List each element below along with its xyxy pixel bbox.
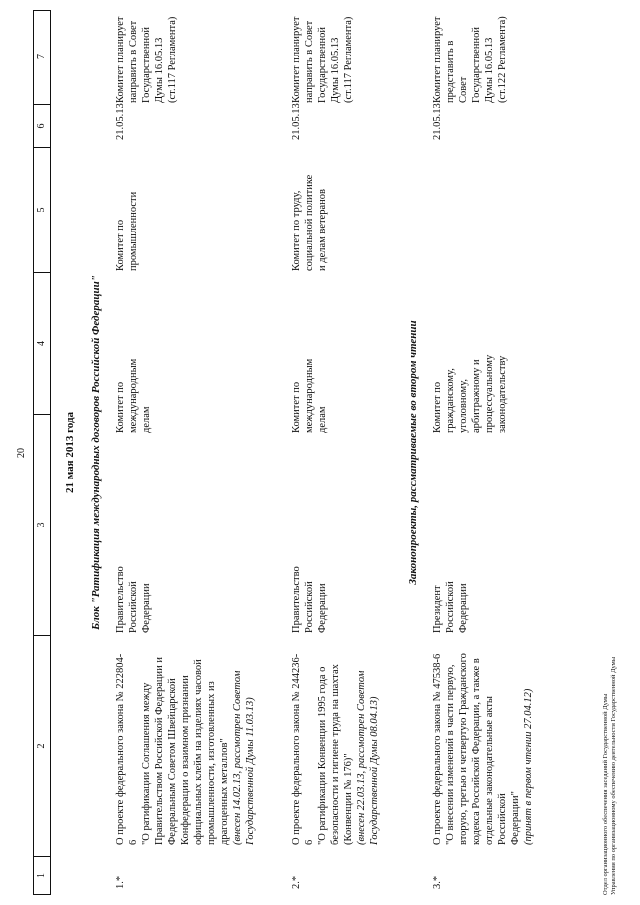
plan-line: Государственной: [317, 27, 328, 103]
responsible-committee: [431, 323, 509, 433]
plan-line: (ст.117 Регламента): [343, 16, 354, 103]
plan-line: направить в Совет: [128, 20, 139, 103]
committee-plan: [114, 13, 179, 103]
responsible-line: международным: [304, 358, 315, 433]
responsible-line: законодательству: [497, 355, 508, 433]
responsible-line: Комитет по: [432, 381, 443, 433]
profile-line: социальной политике: [304, 174, 315, 271]
plan-line: Государственной: [141, 27, 152, 103]
bill-line: "О ратификации Соглашения между: [141, 682, 152, 845]
responsible-line: делам: [141, 406, 152, 433]
consideration-date: 21.05.13: [115, 103, 126, 140]
column-number-header: [33, 10, 51, 895]
note-line: (внесен 22.03.13, рассмотрен Советом: [356, 670, 367, 845]
co-executor-committee: [114, 151, 140, 271]
author-line: Российской: [304, 581, 315, 633]
bill-line: отдельные законодательные акты Российской: [484, 696, 508, 845]
document-footer: [602, 295, 618, 895]
plan-line: Комитет планирует: [115, 16, 126, 103]
plan-line: (ст.117 Регламента): [167, 16, 178, 103]
responsible-line: делам: [317, 406, 328, 433]
author-line: Правительство: [291, 566, 302, 633]
profile-line: и делам ветеранов: [317, 189, 328, 271]
column-number: 2: [34, 635, 50, 856]
responsible-line: международным: [128, 358, 139, 433]
bill-line: Федеральным Советом Швейцарской: [167, 678, 178, 845]
plan-line: Государственной: [471, 27, 482, 103]
bill-line: официальных клейм на изделиях часовой: [193, 659, 204, 845]
bill-author: [431, 541, 470, 633]
plan-line: (ст.122 Регламента): [497, 16, 508, 103]
column-number: 7: [36, 54, 47, 59]
bill-line: промышленности, изготовленных из: [206, 681, 217, 845]
bill-line: "О внесении изменений в части первую,: [445, 664, 456, 845]
responsible-committee: [114, 323, 153, 433]
responsible-line: уголовному,: [458, 379, 469, 433]
bill-line: безопасности и гигиене труда на шахтах: [330, 664, 341, 845]
item-number: 2.*: [291, 875, 302, 889]
column-number: 5: [34, 147, 50, 272]
plan-line: Комитет планирует: [432, 16, 443, 103]
item-number: 1.*: [115, 875, 126, 889]
responsible-line: Комитет по: [115, 381, 126, 433]
footer-line: Отдел организационного обеспечения заседаний Государственной Думы: [602, 693, 609, 895]
author-line: Федерации: [458, 583, 469, 633]
author-line: Президент: [432, 585, 443, 633]
column-number: 4: [34, 272, 50, 414]
bill-line: драгоценных металлов": [219, 738, 230, 845]
item-number: 3.*: [432, 875, 443, 889]
column-number: 6: [34, 104, 50, 147]
bill-author: [290, 541, 329, 633]
bill-description: [431, 650, 535, 845]
author-line: Федерации: [317, 583, 328, 633]
section-heading-second-reading: Законопроекты, рассматриваемые во втором чтении: [407, 320, 419, 585]
column-number: 3: [34, 414, 50, 635]
responsible-committee: [290, 323, 329, 433]
bill-description: [114, 650, 257, 845]
bill-description: [290, 650, 381, 845]
bill-line: О проекте федерального закона № 244236-6: [291, 653, 315, 845]
consideration-date: 21.05.13: [432, 103, 443, 140]
plan-line: Комитет планирует: [291, 16, 302, 103]
author-line: Правительство: [115, 566, 126, 633]
session-date-heading: 21 мая 2013 года: [64, 411, 76, 494]
bill-line: (Конвенции № 176)": [343, 753, 354, 845]
bill-line: О проекте федерального закона № 222804-6: [115, 653, 139, 845]
responsible-line: арбитражному и: [471, 359, 482, 433]
plan-line: Думы 16.05.13: [330, 37, 341, 103]
committee-plan: [431, 13, 509, 103]
plan-line: Думы 16.05.13: [154, 37, 165, 103]
co-executor-committee: [290, 151, 329, 271]
author-line: Федерации: [141, 583, 152, 633]
note-line: Государственной Думы 11.03.13): [245, 697, 256, 845]
plan-line: Думы 16.05.13: [484, 37, 495, 103]
plan-line: представить в Совет: [445, 40, 469, 103]
bill-line: вторую, третью и четвертую Гражданского: [458, 653, 469, 845]
plan-line: направить в Совет: [304, 20, 315, 103]
bill-line: Конфедерации о взаимном признании: [180, 675, 191, 845]
profile-line: промышленности: [128, 191, 139, 271]
bill-line: кодекса Российской Федерации, а также в: [471, 658, 482, 845]
responsible-line: процессуальному: [484, 354, 495, 433]
author-line: Российской: [128, 581, 139, 633]
bill-author: [114, 541, 153, 633]
footer-line: Управления по организационному обеспечению деятельности Государственной Думы: [610, 656, 617, 895]
bill-line: Федерации": [510, 791, 521, 845]
profile-line: Комитет по труду,: [291, 190, 302, 271]
page-number: 20: [16, 448, 27, 458]
column-number: 1: [34, 856, 50, 894]
author-line: Российской: [445, 581, 456, 633]
bill-line: О проекте федерального закона № 47538-6: [432, 653, 443, 845]
consideration-date: 21.05.13: [291, 103, 302, 140]
note-line: Государственной Думы 08.04.13): [369, 696, 380, 845]
responsible-line: гражданскому,: [445, 368, 456, 433]
profile-line: Комитет по: [115, 219, 126, 271]
note-line: (принят в первом чтении 27.04.12): [523, 688, 534, 845]
section-heading-ratification: Блок "Ратификация международных договоров Российской Федерации": [90, 275, 102, 630]
bill-line: "О ратификации Конвенции 1995 года о: [317, 666, 328, 845]
committee-plan: [290, 13, 355, 103]
responsible-line: Комитет по: [291, 381, 302, 433]
note-line: (внесен 14.02.13, рассмотрен Советом: [232, 670, 243, 845]
bill-line: Правительством Российской Федерации и: [154, 656, 165, 845]
